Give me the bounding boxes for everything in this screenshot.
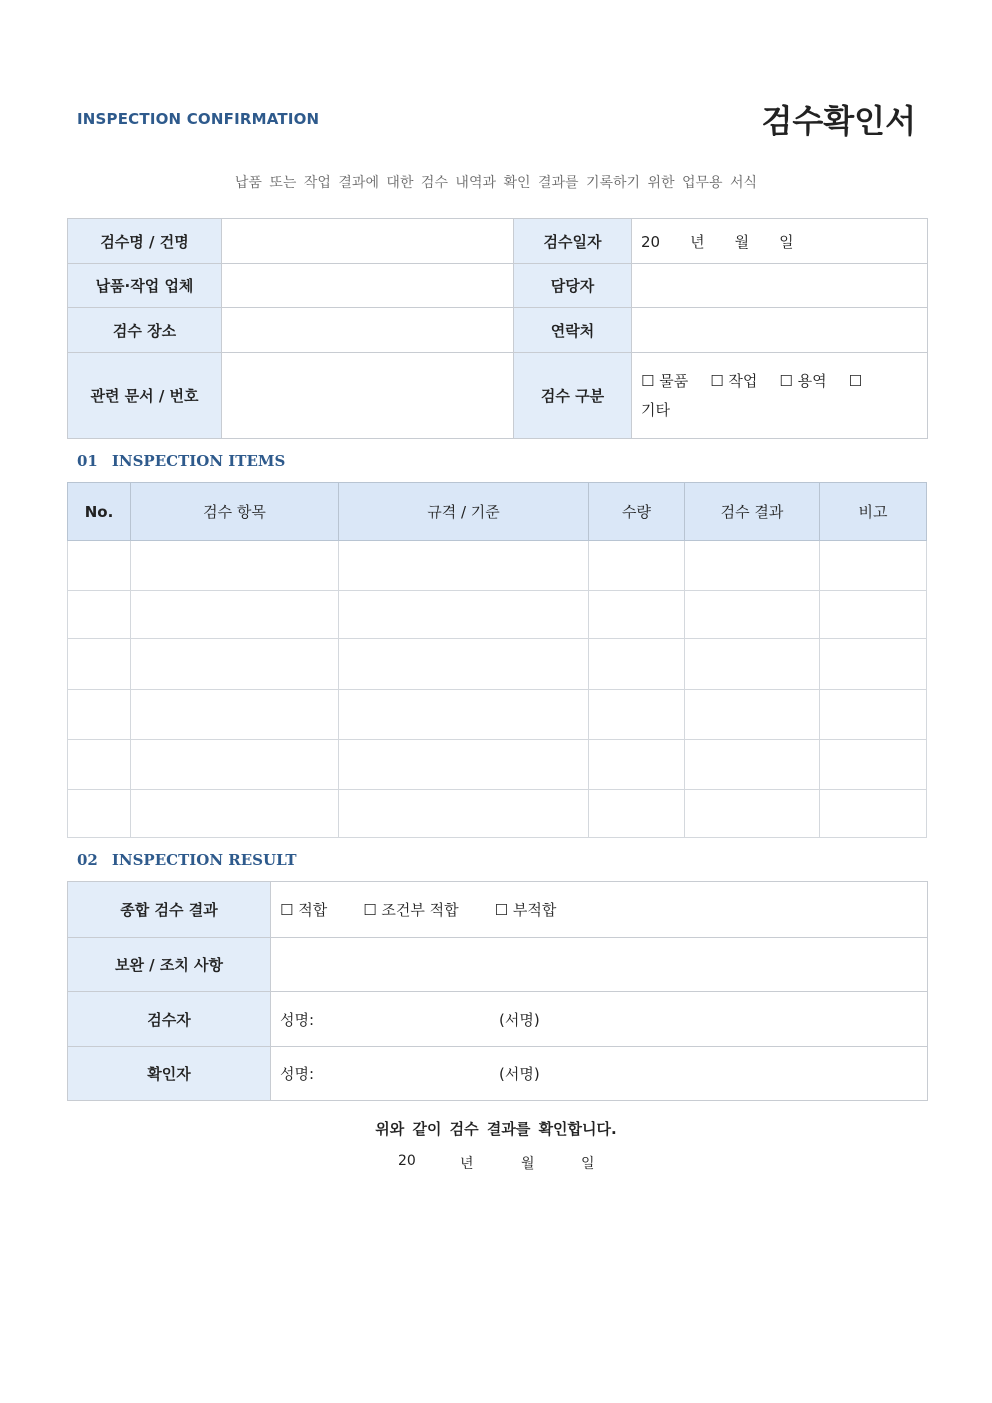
confirm-statement: 위와 같이 검수 결과를 확인합니다.: [375, 1120, 617, 1138]
brand-text: INSPECTION CONFIRMATION: [77, 110, 320, 128]
table-cell[interactable]: [820, 790, 927, 838]
checkbox-work[interactable]: ☐ 작업: [710, 371, 758, 390]
footer-date-prefix: 20: [398, 1153, 416, 1169]
col-qty: 수량: [589, 483, 685, 541]
table-row: [68, 790, 927, 838]
page-title: 검수확인서: [761, 102, 916, 140]
action-label: 보완 / 조치 사항: [68, 938, 271, 992]
checkbox-pass[interactable]: ☐ 적합: [280, 901, 328, 919]
col-no: No.: [68, 483, 131, 541]
doc-field[interactable]: [222, 353, 514, 439]
manager-label: 담당자: [514, 264, 632, 308]
inspector-sign-row[interactable]: [271, 992, 928, 1047]
table-cell[interactable]: [820, 639, 927, 690]
inspector-sign-label: (서명): [499, 1010, 540, 1029]
table-cell[interactable]: [339, 639, 589, 690]
date-label: 검수일자: [514, 219, 632, 264]
doc-label: 관련 문서 / 번호: [68, 353, 222, 439]
table-cell[interactable]: [685, 541, 820, 591]
name-field[interactable]: [222, 219, 514, 264]
result-table: [67, 881, 928, 1101]
other-label: 기타: [641, 400, 670, 419]
table-row: [68, 639, 927, 690]
table-cell[interactable]: [131, 740, 339, 790]
table-cell[interactable]: [68, 690, 131, 740]
table-cell[interactable]: [820, 690, 927, 740]
table-cell[interactable]: [589, 639, 685, 690]
table-cell[interactable]: [820, 541, 927, 591]
section-items-number: 01: [77, 452, 98, 470]
contact-label: 연락처: [514, 308, 632, 353]
footer-month: 월: [521, 1156, 535, 1172]
table-row: [68, 541, 927, 591]
table-cell[interactable]: [339, 591, 589, 639]
table-cell[interactable]: [131, 541, 339, 591]
table-cell[interactable]: [68, 790, 131, 838]
table-cell[interactable]: [68, 591, 131, 639]
section-result-number: 02: [77, 851, 98, 869]
checkbox-service[interactable]: ☐ 용역: [779, 371, 827, 390]
place-field[interactable]: [222, 308, 514, 353]
table-cell[interactable]: [685, 790, 820, 838]
date-field[interactable]: 20 년 월 일: [632, 219, 928, 264]
checkbox-conditional[interactable]: ☐ 조건부 적합: [363, 901, 459, 919]
table-cell[interactable]: [589, 790, 685, 838]
type-label: 검수 구분: [514, 353, 632, 439]
contact-field[interactable]: [632, 308, 928, 353]
col-item: 검수 항목: [131, 483, 339, 541]
table-cell[interactable]: [131, 690, 339, 740]
inspector-label: 검수자: [68, 992, 271, 1047]
vendor-field[interactable]: [222, 264, 514, 308]
table-cell[interactable]: [68, 639, 131, 690]
section-items-heading: [77, 452, 285, 470]
type-options: [632, 353, 928, 439]
manager-field[interactable]: [632, 264, 928, 308]
table-cell[interactable]: [131, 591, 339, 639]
confirmer-label: 확인자: [68, 1047, 271, 1101]
table-cell[interactable]: [820, 591, 927, 639]
table-cell[interactable]: [131, 790, 339, 838]
place-label: 검수 장소: [68, 308, 222, 353]
table-cell[interactable]: [339, 541, 589, 591]
table-cell[interactable]: [68, 541, 131, 591]
inspector-name-label: 성명:: [280, 1010, 315, 1029]
table-cell[interactable]: [68, 740, 131, 790]
table-cell[interactable]: [131, 639, 339, 690]
vendor-label: 납품·작업 업체: [68, 264, 222, 308]
checkbox-goods[interactable]: ☐ 물품: [641, 371, 689, 390]
table-cell[interactable]: [339, 740, 589, 790]
footer-year: 년: [460, 1156, 474, 1172]
section-result-heading: [77, 851, 297, 869]
table-row: [68, 690, 927, 740]
table-cell[interactable]: [339, 690, 589, 740]
table-cell[interactable]: [820, 740, 927, 790]
col-note: 비고: [820, 483, 927, 541]
checkbox-other[interactable]: ☐: [848, 371, 863, 390]
page-subtitle: 납품 또는 작업 결과에 대한 검수 내역과 확인 결과를 기록하기 위한 업무용 서식: [234, 175, 758, 191]
footer-day: 일: [581, 1156, 595, 1172]
table-cell[interactable]: [589, 541, 685, 591]
table-cell[interactable]: [589, 591, 685, 639]
overall-result-label: 종합 검수 결과: [68, 882, 271, 938]
table-cell[interactable]: [339, 790, 589, 838]
section-items-title: INSPECTION ITEMS: [111, 452, 286, 470]
col-result: 검수 결과: [685, 483, 820, 541]
confirmer-name-label: 성명:: [280, 1065, 315, 1083]
info-table: [67, 218, 928, 439]
items-table: [67, 482, 927, 838]
overall-result-options: [271, 882, 928, 938]
action-field[interactable]: [271, 938, 928, 992]
confirmer-sign-label: (서명): [499, 1065, 540, 1083]
table-cell[interactable]: [685, 740, 820, 790]
col-spec: 규격 / 기준: [339, 483, 589, 541]
name-label: 검수명 / 건명: [68, 219, 222, 264]
table-row: [68, 740, 927, 790]
table-cell[interactable]: [685, 591, 820, 639]
table-row: [68, 591, 927, 639]
section-result-title: INSPECTION RESULT: [111, 851, 297, 869]
checkbox-fail[interactable]: ☐ 부적합: [494, 901, 557, 919]
table-cell[interactable]: [685, 690, 820, 740]
table-cell[interactable]: [685, 639, 820, 690]
table-cell[interactable]: [589, 740, 685, 790]
confirmer-sign-row[interactable]: [271, 1047, 928, 1101]
table-cell[interactable]: [589, 690, 685, 740]
